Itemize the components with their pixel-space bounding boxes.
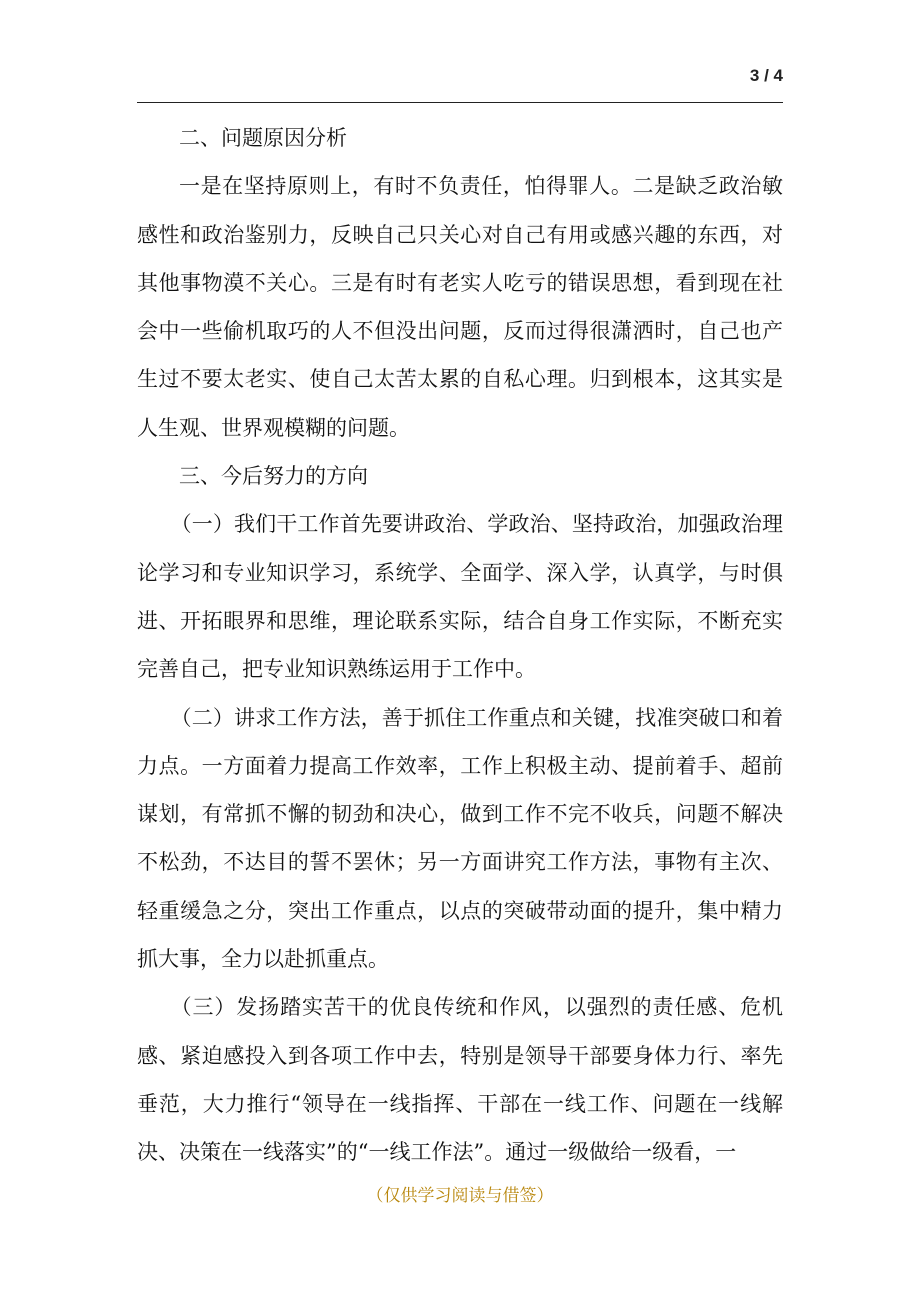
footer-note: （仅供学习阅读与借签） — [366, 1186, 554, 1206]
paragraph-point-2: （二）讲求工作方法，善于抓住工作重点和关键，找准突破口和着力点。一方面着力提高工作效率，工作上积极主动、提前着手、超前谋划，有常抓不懈的韧劲和决心，做到工作不完不收兵，问题不解决不松劲，不达目的誓不罢休；另一方面讲究工作方法，事物有主次、轻重缓急之分，突出工作重点，以点的突破带动面的提升，集中精力抓大事，全力以赴抓重点。 — [137, 705, 783, 972]
header-divider — [137, 102, 783, 103]
page-number: 3 / 4 — [749, 66, 783, 85]
paragraph-cause-analysis: 一是在坚持原则上，有时不负责任，怕得罪人。二是缺乏政治敏感性和政治鉴别力，反映自己只关心对自己有用或感兴趣的东西，对其他事物漠不关心。三是有时有老实人吃亏的错误思想，看到现在社会中一些偷机取巧的人不但没出问题，反而过得很潇洒时，自己也产生过不要太老实、使自己太苦太累的自私心理。归到根本，这其实是人生观、世界观模糊的问题。 — [137, 174, 783, 440]
paragraph-point-1: （一）我们干工作首先要讲政治、学政治、坚持政治，加强政治理论学习和专业知识学习，系统学、全面学、深入学，认真学，与时俱进、开拓眼界和思维，理论联系实际，结合自身工作实际，不断充实完善自己，把专业知识熟练运用于工作中。 — [137, 512, 783, 682]
section-heading-future-direction: 三、今后努力的方向 — [179, 464, 368, 489]
paragraph-point-3: （三）发扬踏实苦干的优良传统和作风，以强烈的责任感、危机感、紧迫感投入到各项工作中去，特别是领导干部要身体力行、率先垂范，大力推行“领导在一线指挥、干部在一线工作、问题在一线解决、决策在一线落实”的“一线工作法”。通过一级做给一级看，一 — [137, 995, 783, 1165]
section-heading-cause-analysis: 二、问题原因分析 — [179, 126, 347, 150]
document-body — [137, 114, 783, 1177]
